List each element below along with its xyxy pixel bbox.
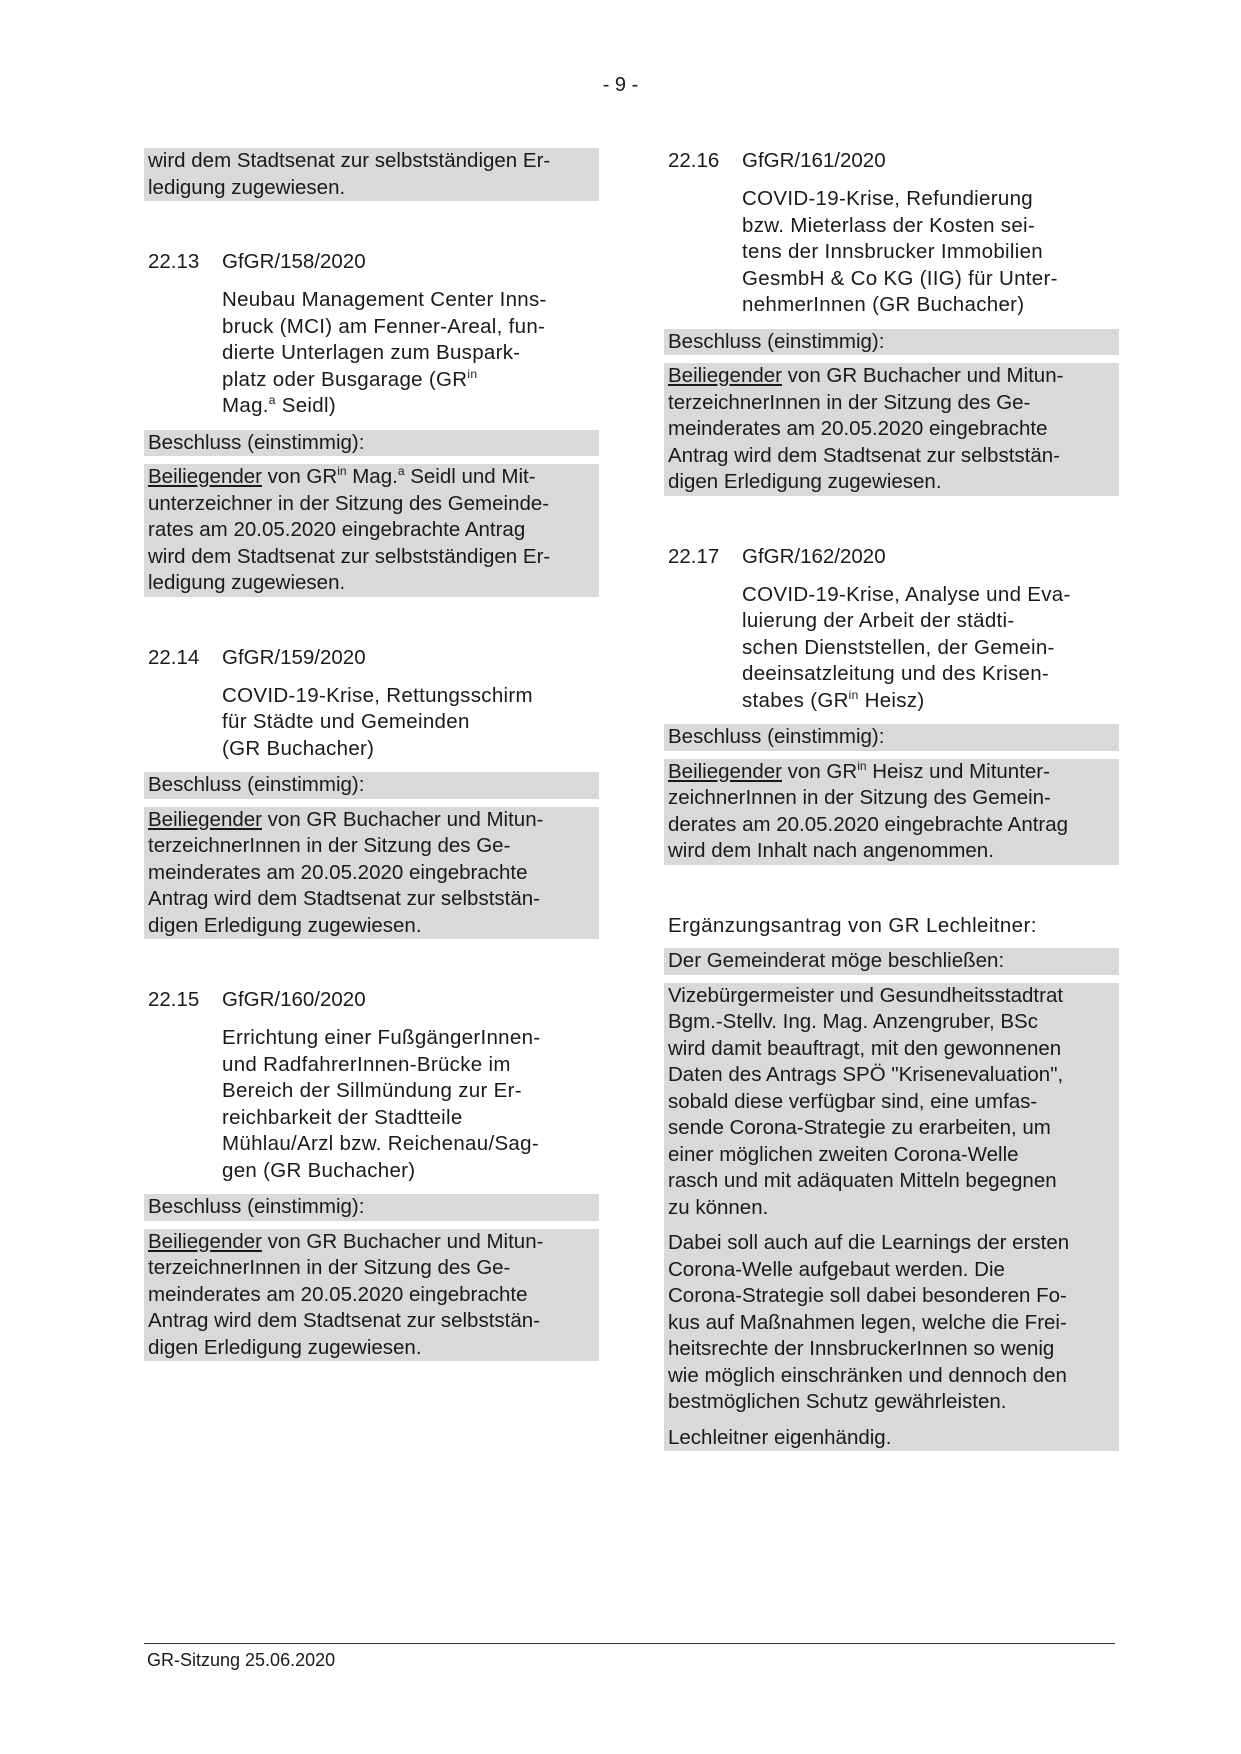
- title-line: für Städte und Gemeinden: [222, 710, 470, 733]
- beschluss-label: Beschluss (einstimmig):: [144, 1194, 599, 1221]
- item-number: 22.16: [668, 149, 720, 172]
- right-column: [664, 148, 1119, 1451]
- amendment-paragraph-2: Dabei soll auch auf die Learnings der ersten Corona-Welle aufgebaut werden. Die Corona-Strategie soll dabei besonderen Fo- kus auf Maßnahmen legen, welche die Frei- heitsrechte der InnsbruckerInnen so wenig wie möglich einschränken und dennoch den bestmöglichen Schutz gewährleisten.: [664, 1230, 1119, 1416]
- beschluss-label: Beschluss (einstimmig):: [664, 329, 1119, 356]
- decision-text: Beiliegender von GR Buchacher und Mitun- terzeichnerInnen in der Sitzung des Ge- meinderates am 20.05.2020 eingebrachte Antrag wird dem Stadtsenat zur selbststän- digen Erledigung zugewiesen.: [664, 363, 1119, 496]
- continuation-line: ledigung zugewiesen.: [148, 175, 346, 199]
- amendment-heading: Ergänzungsantrag von GR Lechleitner:: [668, 913, 1037, 937]
- amendment-intro: Der Gemeinderat möge beschließen:: [664, 948, 1119, 975]
- title-line: GesmbH & Co KG (IIG) für Unter-: [742, 266, 1058, 290]
- title-line: tens der Innsbrucker Immobilien: [742, 240, 1043, 263]
- title-line: stabes ($GR^{in}$ Heisz): [742, 687, 925, 712]
- item-heading: [144, 987, 599, 1013]
- decision-text: Beiliegender von $GR^{in}$ Mag.$^a$ Seidl und Mit- unterzeichner in der Sitzung des Gemeinde- rates am 20.05.2020 eingebrachte Antrag wird dem Stadtsenat zur selbstständigen Er- ledigung zugewiesen.: [144, 464, 599, 597]
- agenda-item-22-16: [664, 148, 1119, 496]
- item-heading: [664, 544, 1119, 570]
- item-number: 22.15: [148, 988, 200, 1011]
- item-title: [144, 683, 599, 763]
- footer-divider: [144, 1643, 1115, 1644]
- title-line: COVID-19-Krise, Refundierung: [742, 187, 1033, 210]
- title-line: platz oder Busgarage ($GR^{in}$: [222, 366, 478, 391]
- decision-text: Beiliegender von GR Buchacher und Mitun- terzeichnerInnen in der Sitzung des Ge- meinderates am 20.05.2020 eingebrachte Antrag wird dem Stadtsenat zur selbststän- digen Erledigung zugewiesen.: [144, 1229, 599, 1362]
- item-title: [144, 287, 599, 420]
- amendment-paragraph-1: Vizebürgermeister und Gesundheitsstadtrat Bgm.-Stellv. Ing. Mag. Anzengruber, BSc wird damit beauftragt, mit den gewonnenen Daten des Antrags SPÖ "Krisenevaluation", sobald diese verfügbar sind, eine umfas- sende Corona-Strategie zu erarbeiten, um einer möglichen zweiten Corona-Welle rasch und mit adäquaten Mitteln begegnen zu können.: [664, 983, 1119, 1222]
- decision-text: Beiliegender von GR Buchacher und Mitun- terzeichnerInnen in der Sitzung des Ge- meinderates am 20.05.2020 eingebrachte Antrag wird dem Stadtsenat zur selbststän- digen Erledigung zugewiesen.: [144, 807, 599, 940]
- title-line: bruck (MCI) am Fenner-Areal, fun-: [222, 314, 546, 338]
- item-title: [664, 186, 1119, 319]
- decision-text: Beiliegender von $GR^{in}$ Heisz und Mitunter- zeichnerInnen in der Sitzung des Gemein- derates am 20.05.2020 eingebrachte Antrag wird dem Inhalt nach angenommen.: [664, 759, 1119, 865]
- item-reference: GfGR/161/2020: [742, 149, 886, 172]
- item-title: [664, 582, 1119, 715]
- beschluss-label: Beschluss (einstimmig):: [144, 430, 599, 457]
- beschluss-label: Beschluss (einstimmig):: [664, 724, 1119, 751]
- amendment-signature: Lechleitner eigenhändig.: [664, 1425, 1119, 1452]
- title-line: COVID-19-Krise, Rettungsschirm: [222, 683, 533, 707]
- item-heading: [664, 148, 1119, 174]
- page-number: - 9 -: [602, 74, 639, 96]
- continuation-block: [144, 148, 599, 201]
- title-line: und RadfahrerInnen-Brücke im: [222, 1052, 511, 1076]
- item-reference: GfGR/159/2020: [222, 645, 366, 669]
- agenda-item-22-17: [664, 544, 1119, 865]
- beschluss-label: Beschluss (einstimmig):: [144, 772, 599, 799]
- item-number: 22.13: [148, 250, 200, 273]
- title-line: Neubau Management Center Inns-: [222, 288, 547, 311]
- title-line: Errichtung einer FußgängerInnen-: [222, 1026, 541, 1049]
- item-reference: GfGR/162/2020: [742, 544, 886, 568]
- footer-text: GR-Sitzung 25.06.2020: [147, 1650, 336, 1670]
- title-line: (GR Buchacher): [222, 736, 375, 760]
- title-line: Mühlau/Arzl bzw. Reichenau/Sag-: [222, 1132, 539, 1155]
- title-line: reichbarkeit der Stadtteile: [222, 1105, 463, 1129]
- item-reference: GfGR/160/2020: [222, 988, 366, 1011]
- agenda-item-22-15: [144, 987, 599, 1361]
- amendment-block: [664, 913, 1119, 1452]
- title-line: COVID-19-Krise, Analyse und Eva-: [742, 582, 1071, 606]
- item-number: 22.14: [148, 645, 200, 669]
- title-line: nehmerInnen (GR Buchacher): [742, 293, 1025, 316]
- continuation-line: wird dem Stadtsenat zur selbstständigen Er-: [148, 149, 551, 172]
- item-number: 22.17: [668, 544, 720, 568]
- title-line: dierte Unterlagen zum Buspark-: [222, 341, 521, 364]
- item-heading: [144, 645, 599, 671]
- title-line: schen Dienststellen, der Gemein-: [742, 635, 1055, 659]
- item-title: [144, 1025, 599, 1184]
- title-line: Mag.$^a$ Seidl): [222, 393, 336, 417]
- agenda-item-22-14: [144, 645, 599, 940]
- agenda-item-22-13: [144, 249, 599, 597]
- title-line: luierung der Arbeit der städti-: [742, 609, 1015, 632]
- title-line: Bereich der Sillmündung zur Er-: [222, 1079, 522, 1102]
- item-reference: GfGR/158/2020: [222, 250, 366, 273]
- item-heading: [144, 249, 599, 275]
- title-line: bzw. Mieterlass der Kosten sei-: [742, 213, 1035, 237]
- title-line: gen (GR Buchacher): [222, 1158, 416, 1182]
- title-line: deeinsatzleitung und des Krisen-: [742, 662, 1050, 685]
- left-column: [144, 148, 599, 1361]
